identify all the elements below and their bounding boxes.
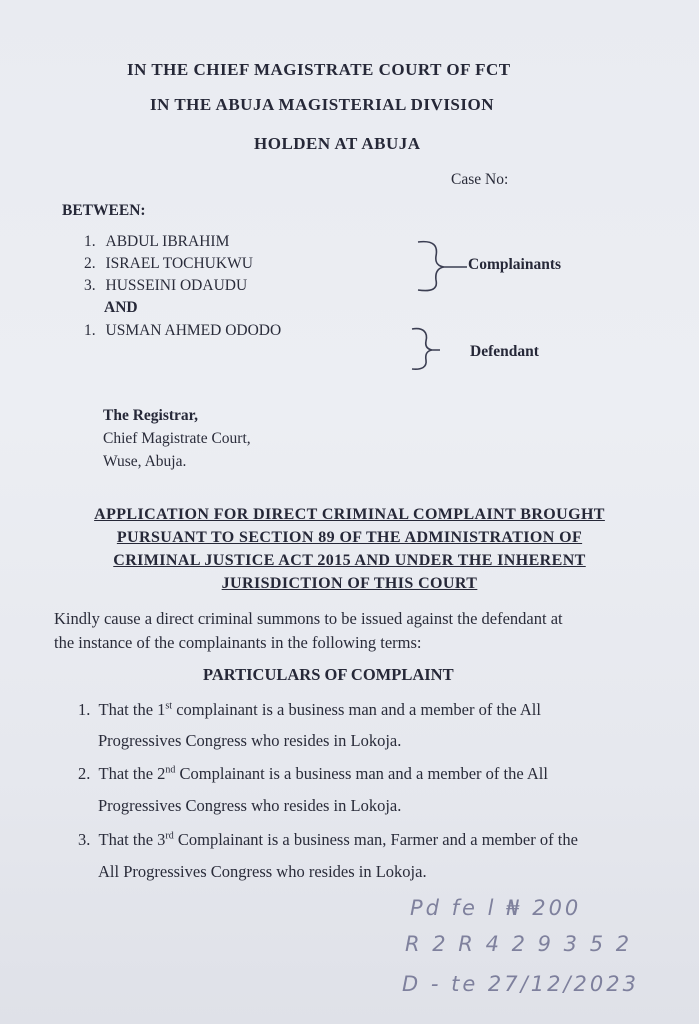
defendant-name: USMAN AHMED ODODO — [105, 322, 282, 339]
defendant-number: 1. — [84, 322, 96, 339]
particular-item-3-line2: All Progressives Congress who resides in Lokoja. — [98, 862, 427, 881]
application-title-line: CRIMINAL JUSTICE ACT 2015 AND UNDER THE INHERENT — [113, 552, 586, 569]
complainant-name: ABDUL IBRAHIM — [105, 233, 230, 250]
intro-line1: Kindly cause a direct criminal summons to be issued against the defendant at — [54, 609, 563, 628]
application-title-line: APPLICATION FOR DIRECT CRIMINAL COMPLAINT BROUGHT — [94, 506, 605, 523]
particular-text-start: That the 1 — [98, 700, 166, 719]
complainant-number: 1. — [84, 233, 96, 250]
addressee-line1: The Registrar, — [103, 407, 198, 424]
particular-item-1 — [78, 700, 541, 720]
ordinal-suffix: nd — [165, 764, 176, 776]
complainant-number: 3. — [84, 277, 96, 294]
application-title-line: PURSUANT TO SECTION 89 OF THE ADMINISTRATION OF — [116, 529, 583, 546]
court-heading-line2: IN THE ABUJA MAGISTERIAL DIVISION — [150, 95, 494, 114]
particular-number: 3. — [78, 830, 91, 849]
court-heading-line1: IN THE CHIEF MAGISTRATE COURT OF FCT — [127, 60, 511, 79]
particular-text-start: That the 3 — [98, 830, 166, 849]
and-label: AND — [104, 299, 138, 316]
between-label: BETWEEN: — [62, 202, 146, 219]
particular-number: 2. — [78, 764, 91, 783]
particular-item-3 — [78, 830, 578, 850]
court-heading-line3: HOLDEN AT ABUJA — [254, 134, 421, 153]
particular-item-2 — [78, 764, 548, 784]
particular-text-start: That the 2 — [98, 764, 166, 783]
particular-number: 1. — [78, 700, 91, 719]
particular-text-end: Complainant is a business man and a member of the All — [175, 764, 548, 783]
complainants-brace — [412, 238, 472, 294]
complainants-label: Complainants — [468, 256, 562, 273]
addressee-line3: Wuse, Abuja. — [103, 453, 187, 470]
complainant-name: HUSSEINI ODAUDU — [105, 277, 248, 294]
application-title-line: JURISDICTION OF THIS COURT — [221, 575, 478, 592]
particular-item-1-line2: Progressives Congress who resides in Lokoja. — [98, 731, 402, 750]
complainant-number: 2. — [84, 255, 96, 272]
defendant-label: Defendant — [470, 343, 539, 360]
complainant-name: ISRAEL TOCHUKWU — [105, 255, 253, 272]
ordinal-suffix: st — [165, 700, 173, 712]
particular-text-end: complainant is a business man and a member of the All — [172, 700, 541, 719]
defendant-brace — [406, 325, 446, 373]
defendant-item — [84, 322, 281, 340]
particular-item-2-line2: Progressives Congress who resides in Lokoja. — [98, 796, 402, 815]
complainant-item — [84, 277, 247, 295]
addressee-line2: Chief Magistrate Court, — [103, 430, 251, 447]
handwritten-payment-note: Pd fe l ₦ 200 — [410, 896, 582, 920]
ordinal-suffix: rd — [165, 830, 174, 842]
intro-line2: the instance of the complainants in the following terms: — [54, 633, 422, 652]
complainant-item — [84, 255, 253, 273]
complainant-item — [84, 233, 229, 251]
handwritten-date: D - te 27/12/2023 — [402, 972, 639, 996]
particulars-heading: PARTICULARS OF COMPLAINT — [203, 665, 454, 684]
handwritten-receipt-number: R 2 R 4 2 9 3 5 2 — [405, 932, 633, 956]
case-number-label: Case No: — [451, 171, 509, 188]
particular-text-end: Complainant is a business man, Farmer and a member of the — [173, 830, 578, 849]
